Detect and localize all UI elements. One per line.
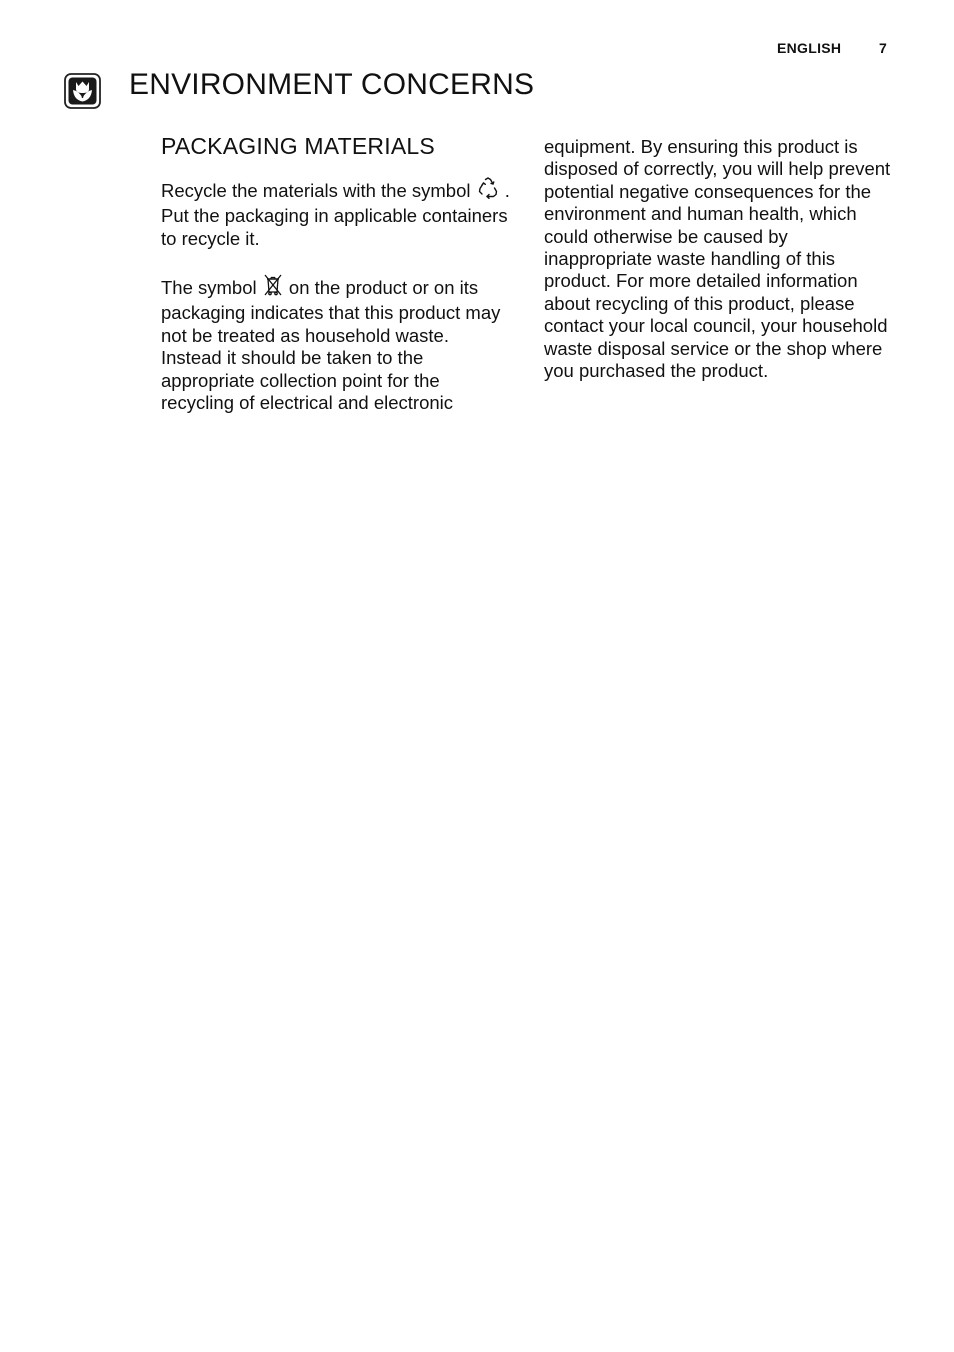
weee-paragraph — [161, 273, 513, 414]
recycle-text-after: . Put the packaging in applicable containers to recycle it. — [161, 180, 510, 249]
packaging-materials-heading: PACKAGING MATERIALS — [161, 133, 435, 159]
recycle-paragraph — [161, 176, 511, 250]
page-number: 7 — [879, 40, 887, 56]
disposal-paragraph: equipment. By ensuring this product is disposed of correctly, you will help prevent potential negative consequences for the environment and human health, which could otherwise be caused by inappropriate waste handling of this product. For more detailed information about recycling of this product, please contact your local council, your household waste disposal service or the shop where you purchased the product. — [544, 136, 891, 382]
crossed-out-bin-icon — [262, 273, 284, 302]
weee-text-before: The symbol — [161, 277, 262, 298]
section-title: ENVIRONMENT CONCERNS — [129, 68, 535, 101]
recycle-text-before: Recycle the materials with the symbol — [161, 180, 476, 201]
recycle-icon — [476, 176, 500, 205]
weee-text-after: on the product or on its packaging indicates that this product may not be treated as household waste. Instead it should be taken to the appropriate collection point for the recycling of electrical and electronic — [161, 277, 501, 414]
environment-flower-icon — [64, 73, 101, 109]
header-language: ENGLISH — [777, 40, 842, 56]
